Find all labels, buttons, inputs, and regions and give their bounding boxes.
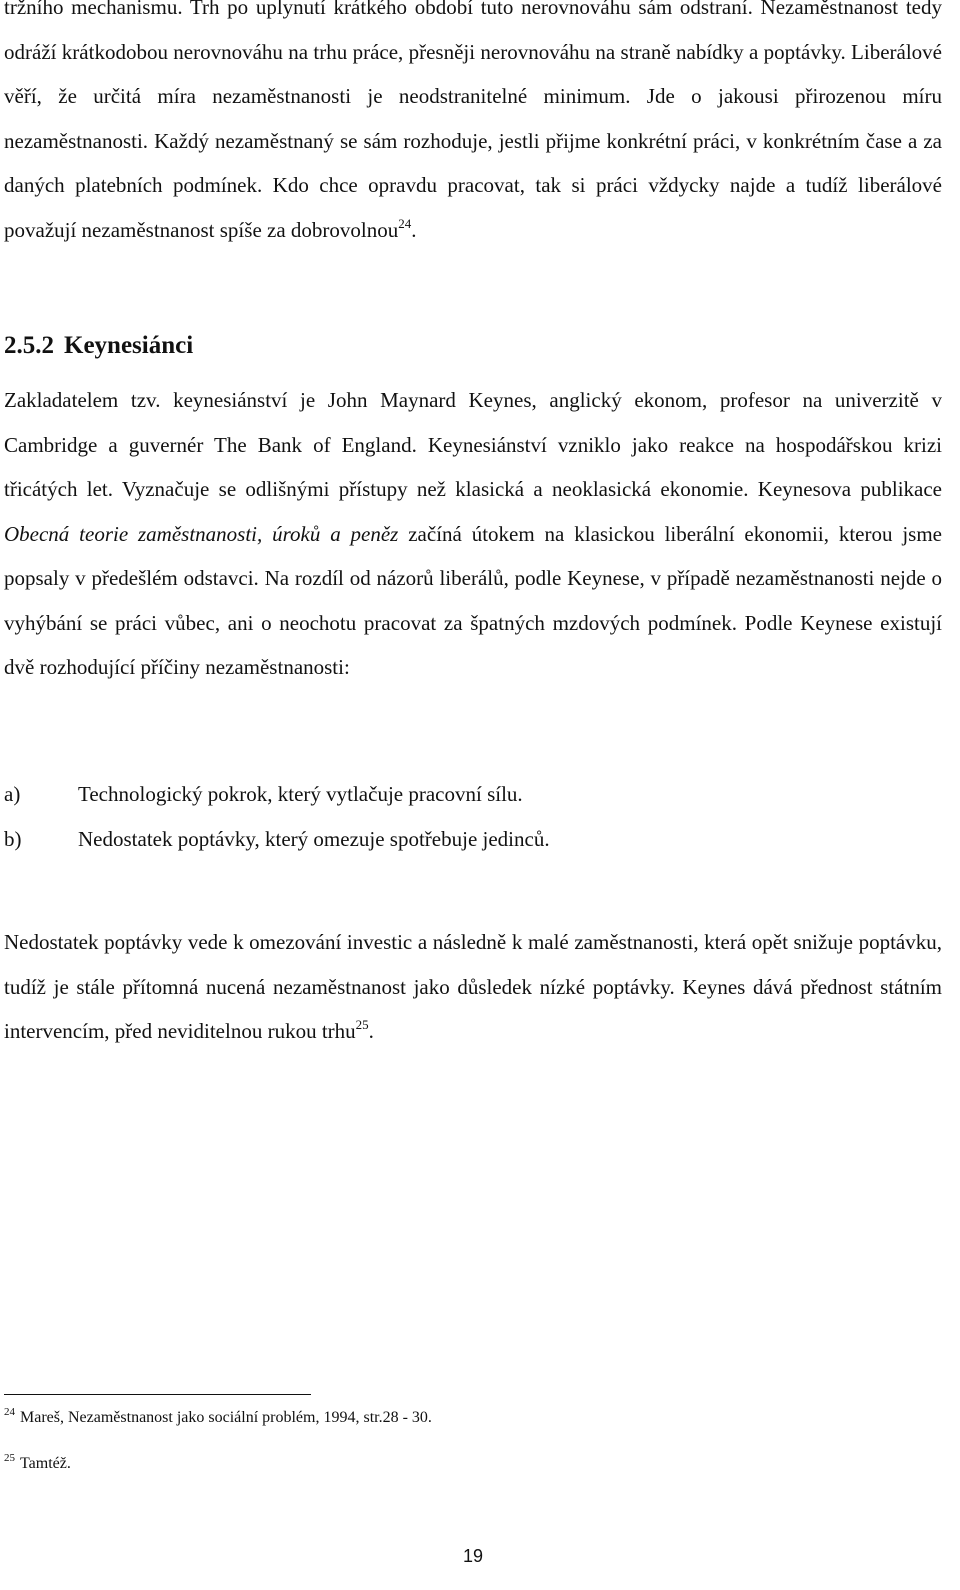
paragraph-demand-shortage (4, 920, 942, 1054)
footnote-separator (4, 1394, 311, 1395)
footnote-number: 24 (4, 1406, 15, 1418)
book-title: Obecná teorie zaměstnanosti, úroků a peněz (4, 521, 399, 546)
list-item-text: Nedostatek poptávky, který omezuje spotřebuje jedinců. (78, 826, 550, 851)
paragraph-end: . (411, 217, 417, 242)
paragraph-text: Nedostatek poptávky vede k omezování investic a následně k malé zaměstnanosti, která opět snižuje poptávku, tudíž je stále přítomná nucená nezaměstnanost jako důsledek nízké poptávky. Keynes dává přednost státním intervencím, před neviditelnou rukou trhu (4, 930, 942, 1043)
list-item (4, 772, 942, 817)
paragraph-liberal-unemployment (4, 0, 942, 252)
footnote-text: Mareš, Nezaměstnanost jako sociální problém, 1994, str.28 - 30. (20, 1409, 432, 1426)
causes-list (4, 772, 942, 861)
section-title: Keynesiánci (64, 332, 194, 359)
footnote-number: 25 (4, 1452, 15, 1464)
list-marker: a) (4, 782, 21, 806)
paragraph-end: . (368, 1019, 374, 1043)
section-number: 2.5.2 (4, 332, 54, 359)
footnote (4, 1452, 71, 1476)
paragraph-text: tržního mechanismu. Trh po uplynutí krátkého období tuto nerovnováhu sám odstraní. Nezaměstnanost tedy odráží krátkodobou nerovnováhu na trhu práce, přesněji nerovnováhu na straně nabídky a poptávky. Liberálové věří, že určitá míra nezaměstnanosti je neodstranitelné minimum. Jde o jakousi přirozenou míru nezaměstnanosti. Každý nezaměstnaný se sám rozhoduje, jestli přijme konkrétní práci, v konkrétním čase a za daných platebních podmínek. Kdo chce opravdu pracovat, tak si práci vždycky najde a tudíž liberálové považují nezaměstnanost spíše za dobrovolnou (4, 0, 942, 242)
section-heading (4, 322, 193, 370)
paragraph-keynesianism (4, 378, 942, 690)
paragraph-text-continued: začíná útokem na klasickou liberální ekonomii, kterou jsme popsaly v předešlém odstavci. Na rozdíl od názorů liberálů, podle Keynese, v případě nezaměstnanosti nejde o vyhýbání se práci vůbec, ani o neochotu pracovat za špatných mzdových podmínek. Podle Keynese existují dvě rozhodující příčiny nezaměstnanosti: (4, 521, 942, 679)
paragraph-text: Zakladatelem tzv. keynesiánství je John Maynard Keynes, anglický ekonom, profesor na univerzitě v Cambridge a guvernér The Bank of England. Keynesiánství vzniklo jako reakce na hospodářskou krizi třicátých let. Vyznačuje se odlišnými přístupy než klasická a neoklasická ekonomie. Keynesova publikace (4, 388, 942, 501)
footnote-reference: 24 (398, 215, 412, 231)
list-marker: b) (4, 826, 22, 851)
list-item-text: Technologický pokrok, který vytlačuje pracovní sílu. (78, 782, 523, 806)
footnote (4, 1406, 432, 1430)
page-number: 19 (462, 1546, 484, 1566)
footnote-reference: 25 (355, 1017, 369, 1032)
list-item (4, 817, 942, 862)
footnote-text: Tamtéž. (20, 1455, 71, 1472)
